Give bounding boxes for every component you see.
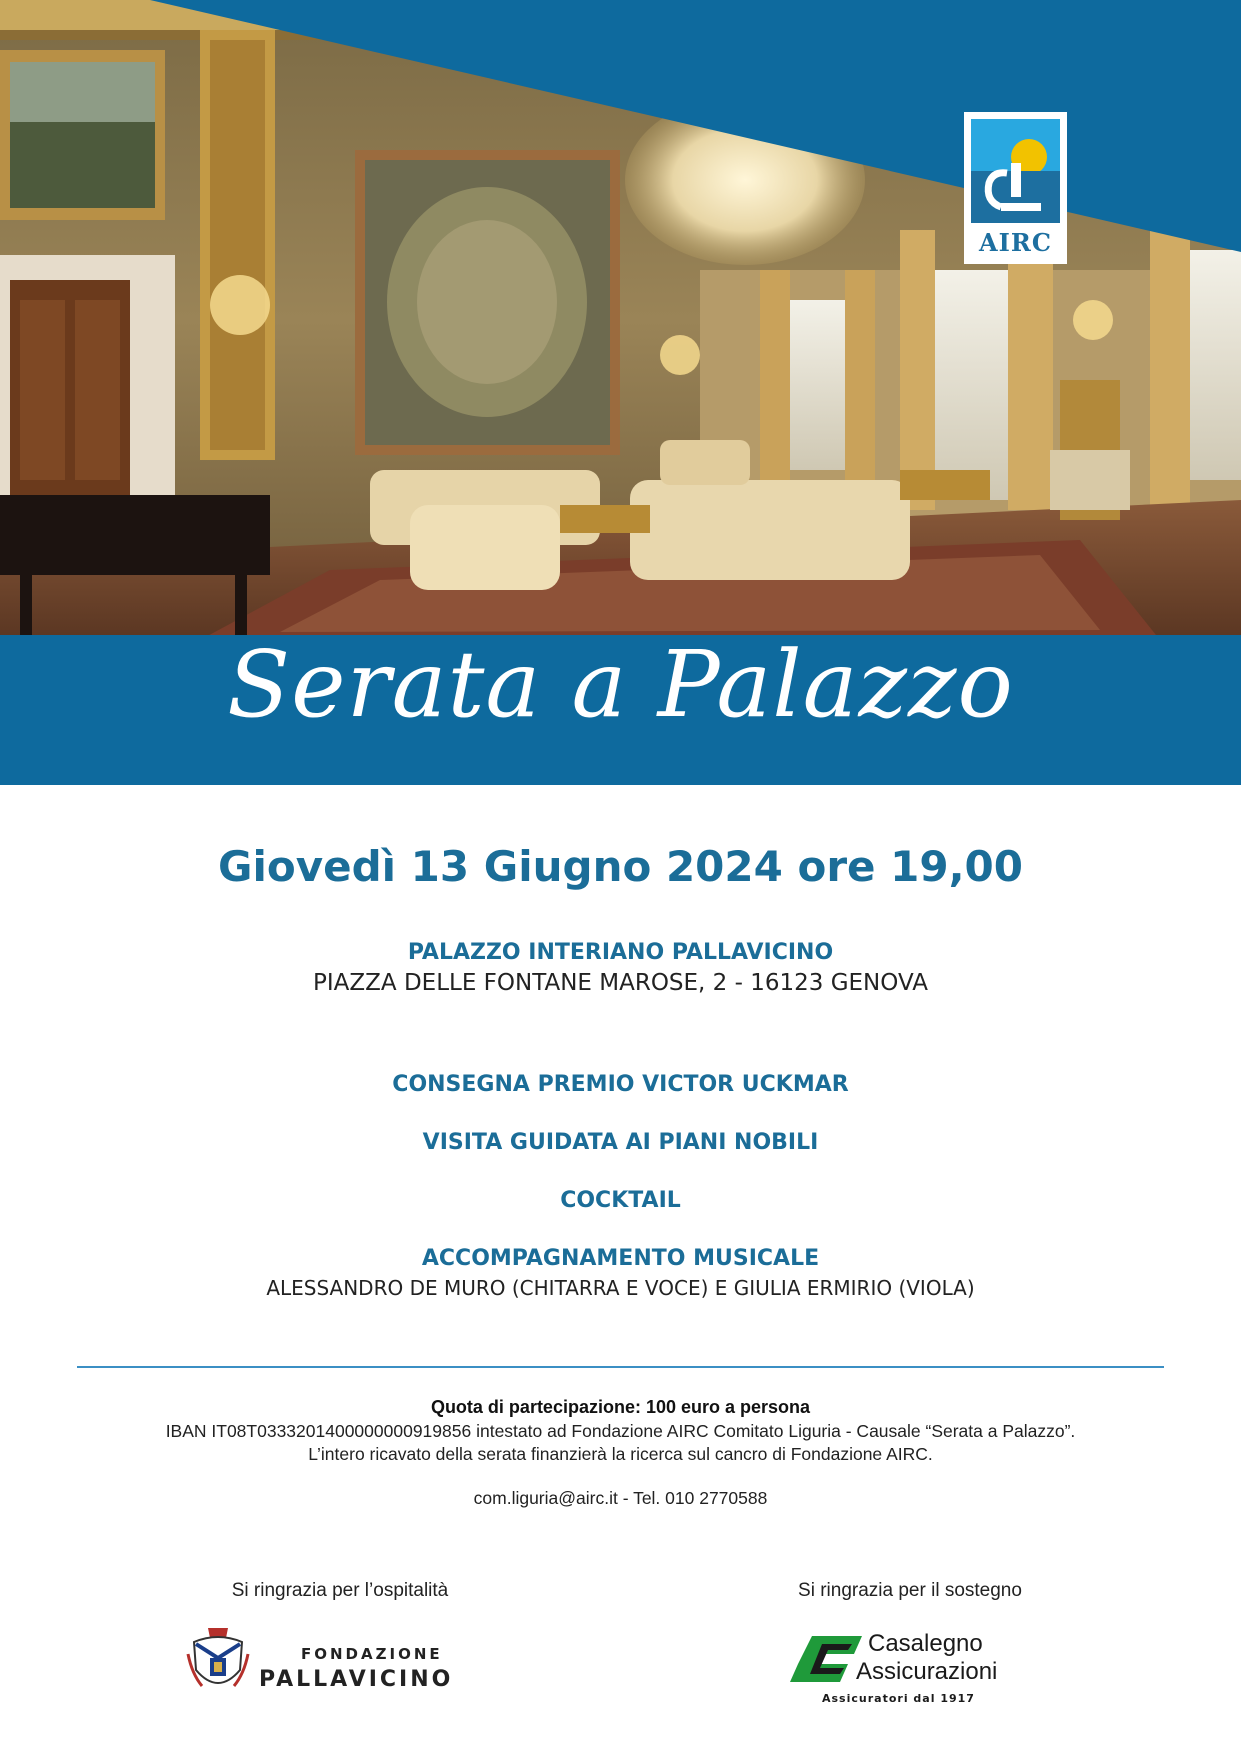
event-date: Giovedì 13 Giugno 2024 ore 19,00	[218, 842, 1023, 891]
casalegno-tagline: Assicuratori dal 1917	[822, 1692, 975, 1705]
pallavicino-label: PALLAVICINO	[259, 1667, 454, 1692]
casalegno-assicurazioni-logo	[782, 1628, 1042, 1708]
program-item: VISITA GUIDATA AI PIANI NOBILI	[422, 1130, 819, 1155]
purpose-line: L’intero ricavato della serata finanzierà la ricerca sul cancro di Fondazione AIRC.	[308, 1444, 933, 1464]
support-thanks: Si ringrazia per il sostegno	[798, 1580, 1022, 1601]
event-title: Serata a Palazzo	[227, 631, 1014, 738]
airc-logo	[964, 112, 1067, 264]
program-item: ACCOMPAGNAMENTO MUSICALE	[421, 1246, 820, 1271]
program-item: CONSEGNA PREMIO VICTOR UCKMAR	[392, 1072, 849, 1097]
contact-line: com.liguria@airc.it - Tel. 010 2770588	[473, 1488, 768, 1508]
section-divider	[77, 1366, 1164, 1368]
microscope-sun-icon	[971, 119, 1060, 223]
airc-wordmark: AIRC	[979, 228, 1052, 257]
venue-address: PIAZZA DELLE FONTANE MAROSE, 2 - 16123 GENOVA	[313, 970, 928, 996]
music-performers: ALESSANDRO DE MURO (CHITARRA E VOCE) E GIULIA ERMIRIO (VIOLA)	[266, 1276, 975, 1300]
coat-of-arms-icon	[186, 1624, 250, 1704]
ca-monogram-icon	[782, 1630, 862, 1688]
fondazione-pallavicino-logo	[186, 1624, 506, 1704]
venue-name: PALAZZO INTERIANO PALLAVICINO	[407, 940, 834, 965]
assicurazioni-label: Assicurazioni	[856, 1658, 998, 1685]
iban-line: IBAN IT08T0333201400000000919856 intestato ad Fondazione AIRC Comitato Liguria - Causale “Serata a Palazzo”.	[165, 1421, 1076, 1441]
casalegno-label: Casalegno	[868, 1630, 983, 1657]
hospitality-thanks: Si ringrazia per l’ospitalità	[231, 1580, 449, 1601]
program-item: COCKTAIL	[560, 1188, 681, 1213]
fondazione-label: FONDAZIONE	[301, 1645, 443, 1663]
hero-photo	[0, 0, 1241, 785]
participation-fee: Quota di partecipazione: 100 euro a persona	[430, 1397, 811, 1417]
